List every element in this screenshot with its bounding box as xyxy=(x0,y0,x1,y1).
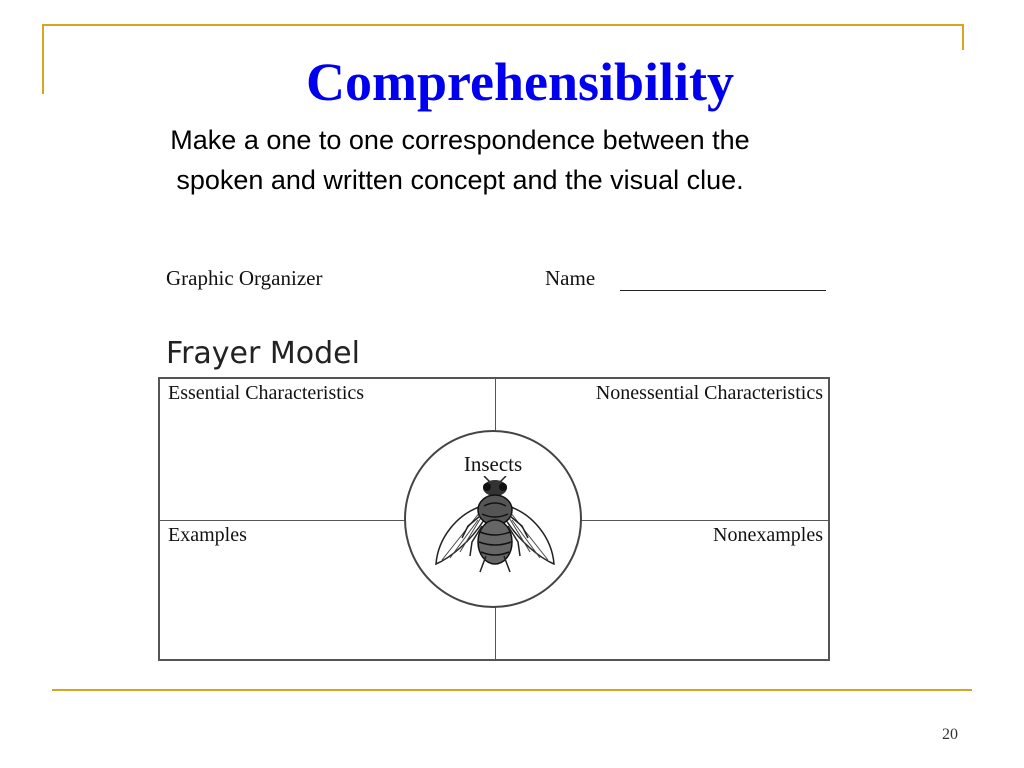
center-concept-word: Insects xyxy=(463,452,523,476)
cell-label-nonessential: Nonessential Characteristics xyxy=(595,382,823,404)
slide-title: Comprehensibility xyxy=(305,52,735,112)
frayer-model-title: Frayer Model xyxy=(166,336,360,371)
bottom-rule xyxy=(52,689,972,691)
cell-label-essential: Essential Characteristics xyxy=(168,382,365,404)
body-line-2: spoken and written concept and the visual clue. xyxy=(176,165,744,195)
body-line-1: Make a one to one correspondence between the xyxy=(170,125,750,155)
fly-icon xyxy=(432,476,558,588)
name-blank-line xyxy=(620,290,826,291)
organizer-heading: Graphic Organizer xyxy=(166,266,323,290)
cell-label-examples: Examples xyxy=(168,524,247,546)
page-number: 20 xyxy=(942,726,958,743)
name-label: Name xyxy=(545,266,596,290)
center-concept-circle xyxy=(404,430,582,608)
cell-label-nonexamples: Nonexamples xyxy=(713,524,823,546)
